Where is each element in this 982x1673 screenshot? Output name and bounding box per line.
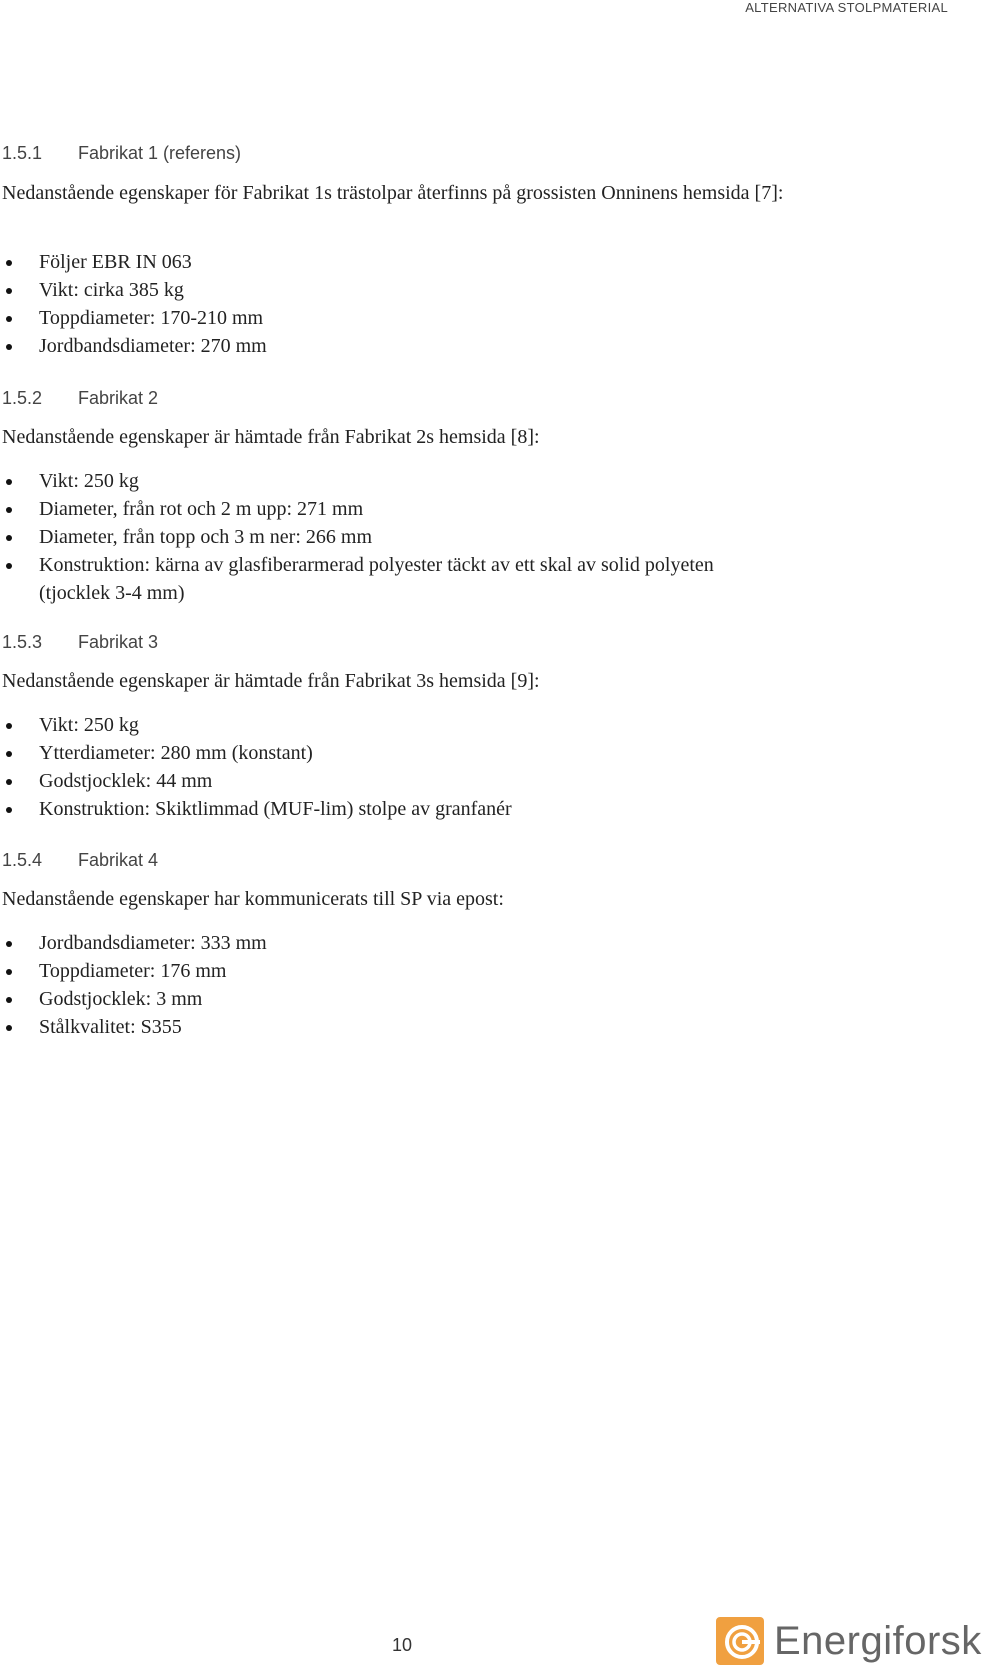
section-intro-1: Nedanstående egenskaper för Fabrikat 1s trästolpar återfinns på grossisten Onninens hemsida [7]:: [2, 182, 784, 204]
list-item: Diameter, från rot och 2 m upp: 271 mm: [0, 495, 759, 523]
list-item: Vikt: 250 kg: [0, 467, 759, 495]
section-number: 1.5.1: [2, 143, 43, 163]
list-item: Ytterdiameter: 280 mm (konstant): [0, 739, 759, 767]
section-heading-1: [2, 143, 241, 164]
section-heading-3: [2, 632, 158, 653]
section-title: Fabrikat 4: [78, 850, 159, 870]
energiforsk-logo-icon: [716, 1617, 764, 1665]
running-header: ALTERNATIVA STOLPMATERIAL: [745, 0, 948, 15]
list-item: Toppdiameter: 176 mm: [0, 957, 759, 985]
section-title: Fabrikat 1 (referens): [78, 143, 242, 163]
section-intro-2: Nedanstående egenskaper är hämtade från Fabrikat 2s hemsida [8]:: [2, 426, 540, 448]
list-item: Toppdiameter: 170-210 mm: [0, 304, 759, 332]
section-heading-4: [2, 850, 158, 871]
list-item: Vikt: 250 kg: [0, 711, 759, 739]
section-intro-4: Nedanstående egenskaper har kommunicerats till SP via epost:: [2, 888, 504, 910]
section-title: Fabrikat 3: [78, 632, 159, 652]
section-intro-3: Nedanstående egenskaper är hämtade från Fabrikat 3s hemsida [9]:: [2, 670, 540, 692]
bullet-list-1: [0, 248, 759, 360]
list-item: Godstjocklek: 44 mm: [0, 767, 759, 795]
list-item: Diameter, från topp och 3 m ner: 266 mm: [0, 523, 759, 551]
bullet-list-4: [0, 929, 759, 1041]
section-number: 1.5.3: [2, 632, 43, 652]
section-number: 1.5.4: [2, 850, 43, 870]
list-item: Stålkvalitet: S355: [0, 1013, 759, 1041]
list-item: Jordbandsdiameter: 270 mm: [0, 332, 759, 360]
list-item: Jordbandsdiameter: 333 mm: [0, 929, 759, 957]
list-item: Följer EBR IN 063: [0, 248, 759, 276]
bullet-list-3: [0, 711, 759, 823]
bullet-list-2: [0, 467, 759, 607]
section-title: Fabrikat 2: [78, 388, 159, 408]
list-item: Vikt: cirka 385 kg: [0, 276, 759, 304]
page-number: 10: [392, 1635, 413, 1655]
list-item: Konstruktion: kärna av glasfiberarmerad polyester täckt av ett skal av solid polyeten (tjocklek 3-4 mm): [0, 551, 759, 607]
section-heading-2: [2, 388, 158, 409]
energiforsk-logo: [716, 1616, 982, 1666]
list-item: Godstjocklek: 3 mm: [0, 985, 759, 1013]
list-item: Konstruktion: Skiktlimmad (MUF-lim) stolpe av granfanér: [0, 795, 759, 823]
logo-text: Energiforsk: [774, 1618, 982, 1663]
section-number: 1.5.2: [2, 388, 43, 408]
